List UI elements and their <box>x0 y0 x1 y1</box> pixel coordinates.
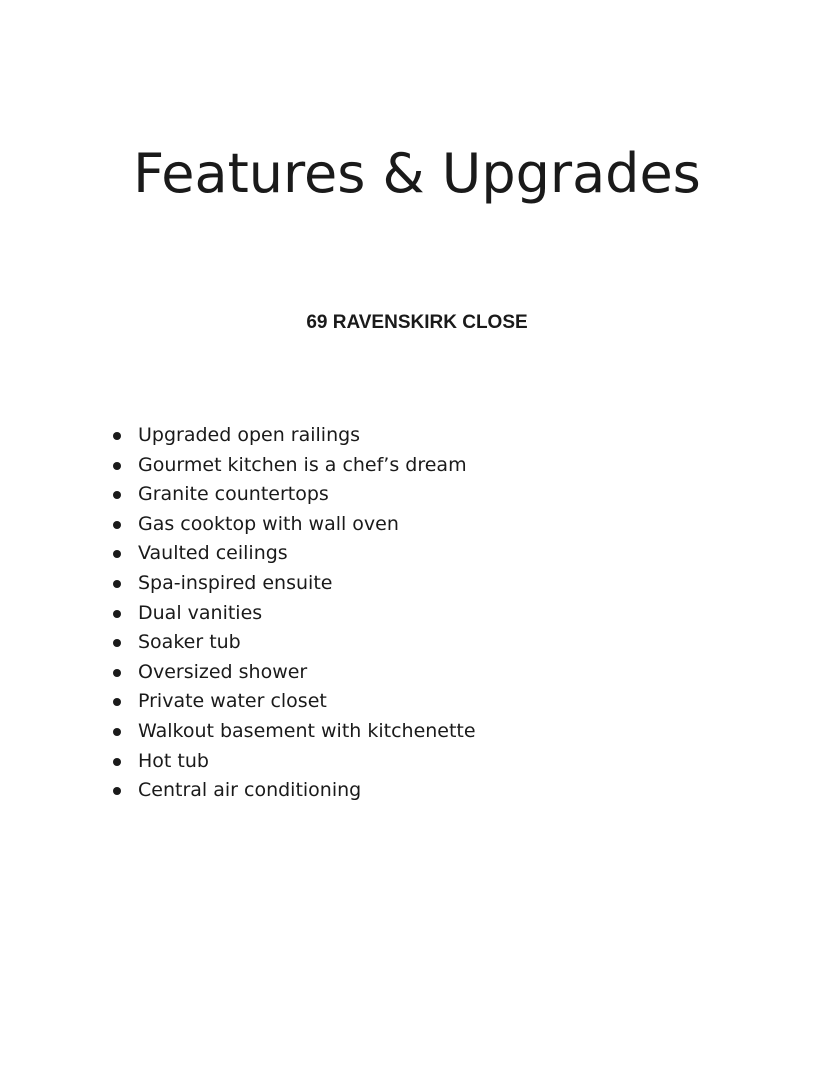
feature-label: Private water closet <box>138 690 327 713</box>
list-item <box>113 510 733 540</box>
bullet-icon <box>113 462 121 470</box>
list-item <box>113 451 733 481</box>
bullet-icon <box>113 669 121 677</box>
feature-label: Gourmet kitchen is a chef’s dream <box>138 453 467 476</box>
feature-label: Central air conditioning <box>138 779 362 802</box>
feature-label: Oversized shower <box>138 660 308 683</box>
list-item <box>113 569 733 599</box>
bullet-icon <box>113 610 121 618</box>
bullet-icon <box>113 491 121 499</box>
bullet-icon <box>113 728 121 736</box>
list-item <box>113 658 733 688</box>
feature-label: Dual vanities <box>138 601 263 624</box>
bullet-icon <box>113 521 121 529</box>
bullet-icon <box>113 580 121 588</box>
features-list <box>113 421 733 806</box>
bullet-icon <box>113 639 121 647</box>
bullet-icon <box>113 787 121 795</box>
list-item <box>113 421 733 451</box>
feature-label: Granite countertops <box>138 483 329 506</box>
list-item <box>113 717 733 747</box>
bullet-icon <box>113 698 121 706</box>
feature-label: Vaulted ceilings <box>138 542 288 565</box>
page-title: Features & Upgrades <box>133 142 701 205</box>
bullet-icon <box>113 758 121 766</box>
bullet-icon <box>113 432 121 440</box>
feature-label: Spa-inspired ensuite <box>138 571 333 594</box>
feature-label: Soaker tub <box>138 631 241 654</box>
list-item <box>113 539 733 569</box>
list-item <box>113 687 733 717</box>
list-item <box>113 599 733 629</box>
feature-label: Gas cooktop with wall oven <box>138 512 399 535</box>
list-item <box>113 747 733 777</box>
feature-label: Walkout basement with kitchenette <box>138 719 476 742</box>
bullet-icon <box>113 550 121 558</box>
list-item <box>113 480 733 510</box>
list-item <box>113 776 733 806</box>
property-address: 69 RAVENSKIRK CLOSE <box>306 312 528 333</box>
feature-label: Upgraded open railings <box>138 424 361 446</box>
list-item <box>113 628 733 658</box>
feature-label: Hot tub <box>138 749 209 772</box>
